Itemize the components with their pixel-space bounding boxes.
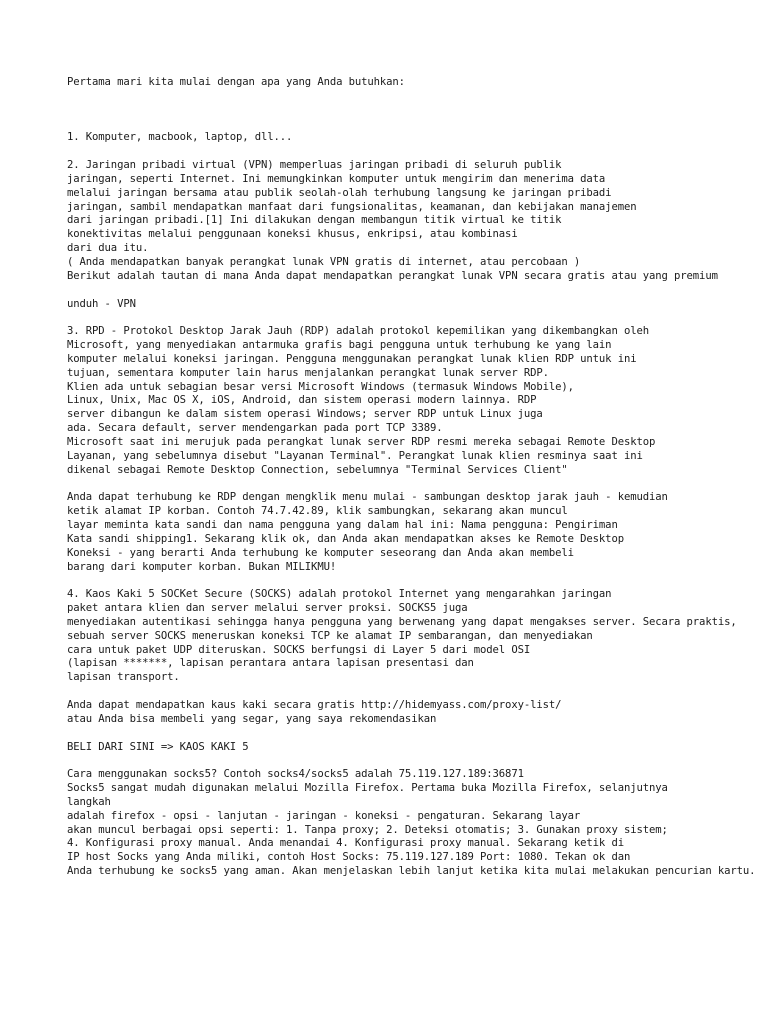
text-line: Anda terhubung ke socks5 yang aman. Akan menjelaskan lebih lanjut ketika kita mulai melakukan pencurian kartu. xyxy=(67,865,756,878)
text-line: (lapisan *******, lapisan perantara antara lapisan presentasi dan xyxy=(67,657,474,670)
text-line: Anda dapat terhubung ke RDP dengan mengklik menu mulai - sambungan desktop jarak jauh - kemudian xyxy=(67,491,668,504)
text-line: akan muncul berbagai opsi seperti: 1. Tanpa proxy; 2. Deteksi otomatis; 3. Gunakan proxy sistem; xyxy=(67,823,668,836)
blank-line xyxy=(67,90,765,104)
text-line: paket antara klien dan server melalui server proksi. SOCKS5 juga xyxy=(67,602,468,615)
text-line: Koneksi - yang berarti Anda terhubung ke komputer seseorang dan Anda akan membeli xyxy=(67,546,574,559)
text-line: unduh - VPN xyxy=(67,297,136,310)
text-line: 1. Komputer, macbook, laptop, dll... xyxy=(67,131,293,144)
text-line: Anda dapat mendapatkan kaus kaki secara gratis http://hidemyass.com/proxy-list/ xyxy=(67,698,562,711)
text-line: Microsoft, yang menyediakan antarmuka grafis bagi pengguna untuk terhubung ke yang lain xyxy=(67,339,612,352)
text-line: 4. Konfigurasi proxy manual. Anda menandai 4. Konfigurasi proxy manual. Sekarang ketik di xyxy=(67,837,624,850)
text-line: 3. RPD - Protokol Desktop Jarak Jauh (RDP) adalah protokol kepemilikan yang dikembangkan oleh xyxy=(67,325,649,338)
blank-line xyxy=(67,477,765,491)
text-line: jaringan, sambil mendapatkan manfaat dari fungsionalitas, keamanan, dan kebijakan manajemen xyxy=(67,200,637,213)
text-line: Linux, Unix, Mac OS X, iOS, Android, dan sistem operasi modern lainnya. RDP xyxy=(67,394,537,407)
text-line: sebuah server SOCKS meneruskan koneksi TCP ke alamat IP sembarangan, dan menyediakan xyxy=(67,629,593,642)
blank-line xyxy=(67,311,765,325)
text-line: ada. Secara default, server mendengarkan pada port TCP 3389. xyxy=(67,422,443,435)
text-line: atau Anda bisa membeli yang segar, yang saya rekomendasikan xyxy=(67,712,437,725)
text-line: tujuan, sementara komputer lain harus menjalankan perangkat lunak server RDP. xyxy=(67,366,549,379)
blank-line xyxy=(67,104,765,118)
text-line: BELI DARI SINI => KAOS KAKI 5 xyxy=(67,740,249,753)
document-body xyxy=(67,76,765,879)
text-line: ketik alamat IP korban. Contoh 74.7.42.89, klik sambungkan, sekarang akan muncul xyxy=(67,505,568,518)
text-line: Microsoft saat ini merujuk pada perangkat lunak server RDP resmi mereka sebagai Remote Desktop xyxy=(67,435,656,448)
text-line: layar meminta kata sandi dan nama pengguna yang dalam hal ini: Nama pengguna: Pengiriman xyxy=(67,519,618,531)
text-line: melalui jaringan bersama atau publik seolah-olah terhubung langsung ke jaringan pribadi xyxy=(67,186,612,199)
text-line: Klien ada untuk sebagian besar versi Microsoft Windows (termasuk Windows Mobile), xyxy=(67,380,574,393)
text-line: menyediakan autentikasi sehingga hanya pengguna yang berwenang yang dapat mengakses server. Secara praktis, xyxy=(67,615,737,628)
text-line: Layanan, yang sebelumnya disebut "Layanan Terminal". Perangkat lunak klien resminya saat ini xyxy=(67,449,643,462)
text-line: komputer melalui koneksi jaringan. Pengguna menggunakan perangkat lunak klien RDP untuk ini xyxy=(67,352,637,365)
text-line: IP host Socks yang Anda miliki, contoh Host Socks: 75.119.127.189 Port: 1080. Tekan ok dan xyxy=(67,851,631,864)
blank-line xyxy=(67,574,765,588)
text-line: konektivitas melalui penggunaan koneksi khusus, enkripsi, atau kombinasi xyxy=(67,228,518,241)
text-line: 2. Jaringan pribadi virtual (VPN) memperluas jaringan pribadi di seluruh publik xyxy=(67,159,562,172)
text-line: server dibangun ke dalam sistem operasi Windows; server RDP untuk Linux juga xyxy=(67,408,543,421)
text-line: dikenal sebagai Remote Desktop Connection, sebelumnya "Terminal Services Client" xyxy=(67,463,568,476)
text-line: dari jaringan pribadi.[1] Ini dilakukan dengan membangun titik virtual ke titik xyxy=(67,214,562,227)
blank-line xyxy=(67,685,765,699)
blank-line xyxy=(67,145,765,159)
text-line: ( Anda mendapatkan banyak perangkat lunak VPN gratis di internet, atau percobaan ) xyxy=(67,255,581,268)
blank-line xyxy=(67,284,765,298)
text-line: barang dari komputer korban. Bukan MILIKMU! xyxy=(67,560,337,573)
blank-line xyxy=(67,727,765,741)
text-line: adalah firefox - opsi - lanjutan - jaringan - koneksi - pengaturan. Sekarang layar xyxy=(67,809,581,822)
text-line: 4. Kaos Kaki 5 SOCKet Secure (SOCKS) adalah protokol Internet yang mengarahkan jaringan xyxy=(67,588,612,601)
text-line: cara untuk paket UDP diteruskan. SOCKS berfungsi di Layer 5 dari model OSI xyxy=(67,643,531,656)
text-line: Pertama mari kita mulai dengan apa yang Anda butuhkan: xyxy=(67,76,405,88)
text-line: jaringan, seperti Internet. Ini memungkinkan komputer untuk mengirim dan menerima data xyxy=(67,172,606,185)
text-line: dari dua itu. xyxy=(67,242,149,255)
text-line: lapisan transport. xyxy=(67,671,180,684)
blank-line xyxy=(67,118,765,132)
blank-line xyxy=(67,754,765,768)
text-line: Berikut adalah tautan di mana Anda dapat mendapatkan perangkat lunak VPN secara gratis atau yang premium xyxy=(67,269,718,282)
text-line: Socks5 sangat mudah digunakan melalui Mozilla Firefox. Pertama buka Mozilla Firefox, selanjutnya xyxy=(67,782,668,795)
text-line: langkah xyxy=(67,795,111,808)
text-line: Cara menggunakan socks5? Contoh socks4/socks5 adalah 75.119.127.189:36871 xyxy=(67,768,524,781)
text-line: Kata sandi shipping1. Sekarang klik ok, dan Anda akan mendapatkan akses ke Remote Desktop xyxy=(67,532,624,545)
